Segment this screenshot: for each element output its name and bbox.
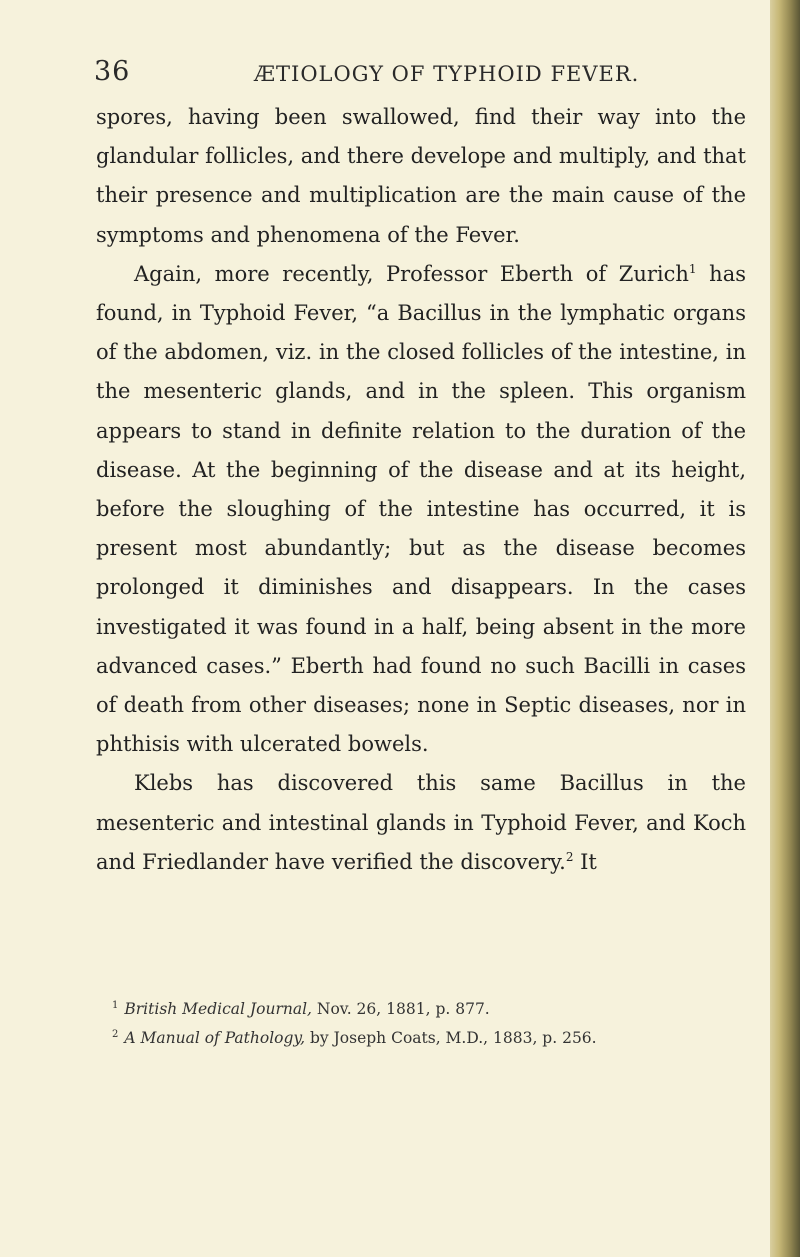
- footnote-ref-1: 1: [688, 261, 697, 276]
- paragraph-3-text-end: It: [573, 849, 597, 874]
- paragraph-2-text-start: Again, more recently, Professor Eberth of Zurich: [134, 261, 689, 286]
- body-text: [96, 98, 746, 882]
- footnote-mark: 1: [112, 1000, 119, 1011]
- running-title: ÆTIOLOGY OF TYPHOID FEVER.: [254, 62, 640, 86]
- paragraph-3: [96, 764, 746, 882]
- paragraph-3-text-start: Klebs has discovered this same Bacillus in the mesenteric and intestinal glands in Typhoid Fever, and Koch and Friedlander have verified the discovery.: [96, 771, 746, 874]
- paragraph-2-text-end: has found, in Typhoid Fever, “a Bacillus in the lymphatic organs of the abdomen, viz. in the closed follicles of the intestine, in the mesenteric glands, and in the spleen. This organism appears to stand in definite relation to the duration of the disease. At the beginning of the disease and at its height, before the sloughing of the intestine has occurred, it is present most abundantly; but as the disease becomes prolonged it diminishes and disappears. In the cases investigated it was found in a half, being absent in the more advanced cases.” Eberth had found no such Bacilli in cases of death from other diseases; none in Septic diseases, nor in phthisis with ulcerated bowels.: [96, 261, 746, 757]
- footnotes: [112, 993, 762, 1051]
- paragraph-1: spores, having been swallowed, find their way into the glandular follicles, and there develope and multiply, and that their presence and multiplication are the main cause of the symptoms and phenomena of the Fever.: [96, 105, 746, 247]
- page-edge-shadow: [770, 0, 800, 1257]
- paragraph-2: [96, 255, 746, 765]
- footnote-ref-2: 2: [565, 849, 574, 864]
- footnote-details: by Joseph Coats, M.D., 1883, p. 256.: [305, 1029, 597, 1048]
- footnote-details: Nov. 26, 1881, p. 877.: [311, 1000, 490, 1019]
- footnote-title: British Medical Journal,: [124, 1000, 312, 1019]
- page-number: 36: [94, 56, 131, 87]
- running-header: [94, 56, 764, 96]
- footnote-1: [112, 993, 762, 1022]
- footnote-mark: 2: [112, 1029, 119, 1041]
- footnote-2: [112, 1022, 762, 1051]
- footnote-title: A Manual of Pathology,: [124, 1029, 306, 1048]
